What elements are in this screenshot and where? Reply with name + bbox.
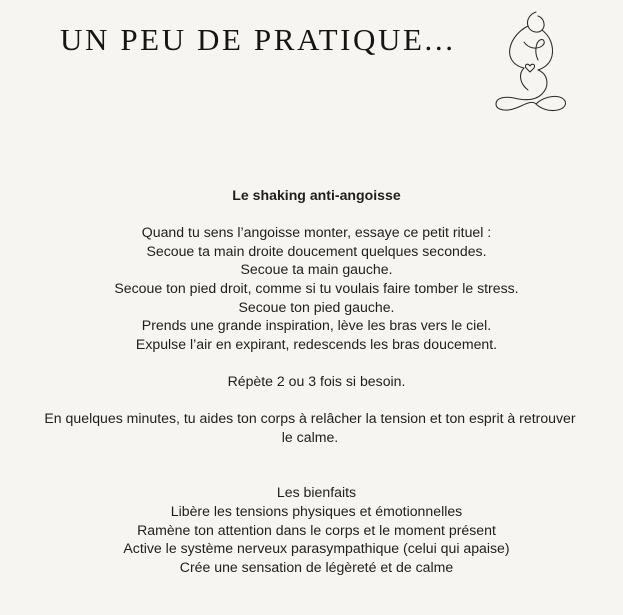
- practice-content: [40, 186, 593, 576]
- page-title: UN PEU DE PRATIQUE...: [60, 22, 456, 57]
- practice-step: Secoue ton pied droit, comme si tu voulais faire tomber le stress.: [114, 279, 519, 296]
- closing-paragraph: En quelques minutes, tu aides ton corps à relâcher la tension et ton esprit à retrouver le calme.: [44, 410, 576, 445]
- practice-step: Secoue ton pied gauche.: [238, 298, 395, 315]
- practice-step: Secoue ta main droite doucement quelques secondes.: [146, 242, 487, 259]
- practice-step: Quand tu sens l’angoisse monter, essaye ce petit rituel :: [141, 224, 492, 241]
- practice-step: Expulse l’air en expirant, redescends les bras doucement.: [135, 335, 498, 352]
- benefit-item: Ramène ton attention dans le corps et le moment présent: [137, 521, 496, 538]
- practice-step: Prends une grande inspiration, lève les bras vers le ciel.: [141, 317, 492, 334]
- benefit-item: Active le système nerveux parasympathique (celui qui apaise): [123, 540, 510, 557]
- repeat-note: Répète 2 ou 3 fois si besoin.: [227, 372, 406, 389]
- practice-step: Secoue ta main gauche.: [240, 261, 393, 278]
- benefit-item: Libère les tensions physiques et émotionnelles: [170, 502, 463, 519]
- benefits-title: Les bienfaits: [276, 484, 357, 501]
- practice-title: Le shaking anti-angoisse: [232, 187, 401, 203]
- meditation-figure-icon: [492, 8, 570, 116]
- benefit-item: Crée une sensation de légèreté et de calme: [179, 558, 454, 575]
